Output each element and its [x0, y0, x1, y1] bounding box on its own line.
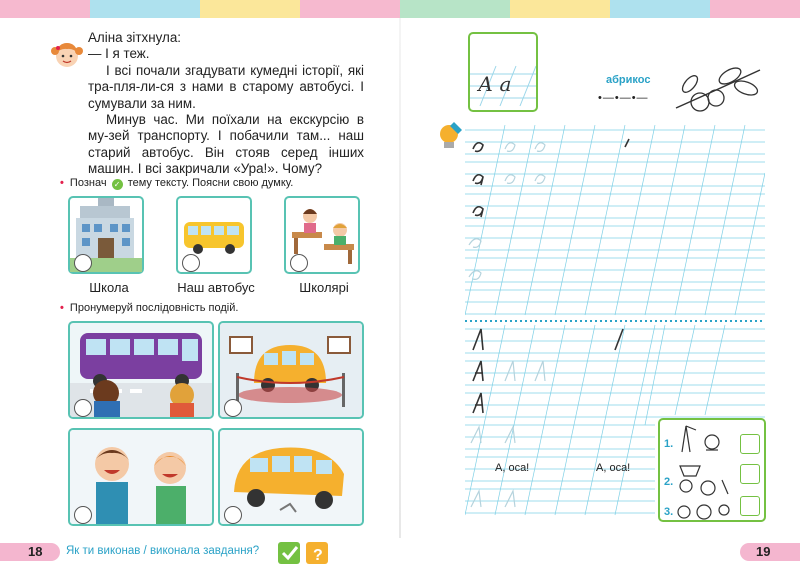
story-paragraph: І всі почали згадувати кумедні історії, які тра-пля-ли-ся з нами в старому автобусі. І сумували за ним.	[88, 62, 364, 111]
apricot-branch-icon	[672, 62, 764, 114]
answer-circle[interactable]	[224, 506, 242, 524]
cheering-kids-icon	[70, 430, 212, 524]
quiz-box	[658, 418, 766, 522]
phrase-right: А, оса!	[596, 462, 631, 474]
quiz-answer-box[interactable]	[740, 434, 760, 454]
phrase-left: А, оса!	[495, 462, 530, 474]
task-topic-text-before: Познач	[69, 177, 107, 189]
word-label: абрикос	[606, 74, 651, 86]
topic-card-pupils[interactable]	[284, 196, 360, 274]
word-scheme: •—•—•—	[598, 92, 649, 104]
task-sequence-text: Пронумеруй послідовність подій.	[69, 302, 239, 314]
page-fold	[399, 18, 401, 538]
task-topic-text-after: тему тексту. Поясни свою думку.	[127, 177, 294, 189]
bus-in-museum-icon	[220, 323, 362, 417]
quiz-number: 2.	[664, 476, 674, 488]
topic-label: Школа	[89, 280, 129, 295]
scene-broken-bus[interactable]	[218, 428, 364, 526]
scene-kids-cheering[interactable]	[68, 428, 214, 526]
quiz-number: 1.	[664, 438, 674, 450]
self-check-icons	[276, 536, 330, 566]
page-number: 18	[28, 544, 43, 559]
task-topic	[60, 177, 293, 190]
answer-circle[interactable]	[290, 254, 308, 272]
answer-circle[interactable]	[182, 254, 200, 272]
bullet-icon: •	[60, 302, 64, 314]
answer-circle[interactable]	[74, 254, 92, 272]
svg-text:?: ?	[313, 547, 323, 564]
page-number: 19	[756, 544, 771, 559]
quiz-answer-box[interactable]	[740, 464, 760, 484]
letter-sample: А а	[478, 72, 512, 96]
answer-circle[interactable]	[74, 399, 92, 417]
topic-card-school[interactable]	[68, 196, 144, 274]
scene-museum[interactable]	[218, 321, 364, 419]
checkmark-icon: ✓	[112, 179, 123, 190]
topic-label: Наш автобус	[177, 280, 255, 295]
story-text	[88, 30, 364, 178]
scene-purple-bus[interactable]	[68, 321, 214, 419]
narration-intro: Аліна зітхнула:	[88, 30, 182, 45]
quiz-pictures-icon	[676, 422, 736, 520]
answer-circle[interactable]	[224, 399, 242, 417]
girl-avatar-icon	[50, 38, 84, 72]
pen-lamp-icon	[438, 118, 464, 152]
dialogue-line: — І я теж.	[88, 46, 150, 62]
quiz-number: 3.	[664, 506, 674, 518]
answer-circle[interactable]	[74, 506, 92, 524]
checkmark-box-icon	[278, 542, 300, 564]
topic-card-bus[interactable]	[176, 196, 252, 274]
broken-bus-icon	[220, 430, 362, 524]
task-sequence	[60, 302, 238, 314]
letter-card	[468, 32, 538, 112]
topic-label: Школярі	[299, 280, 349, 295]
self-check-question: Як ти виконав / виконала завдання?	[66, 545, 260, 557]
bullet-icon: •	[60, 177, 64, 189]
quiz-answer-box[interactable]	[740, 496, 760, 516]
story-paragraph: Минув час. Ми поїхали на екскурсію в му-зей транспорту. І побачили там... наш старий автобус. Він стояв серед інших машин. І всі закричали «Ура!». Чому?	[88, 112, 364, 177]
purple-bus-scene-icon	[70, 323, 212, 417]
